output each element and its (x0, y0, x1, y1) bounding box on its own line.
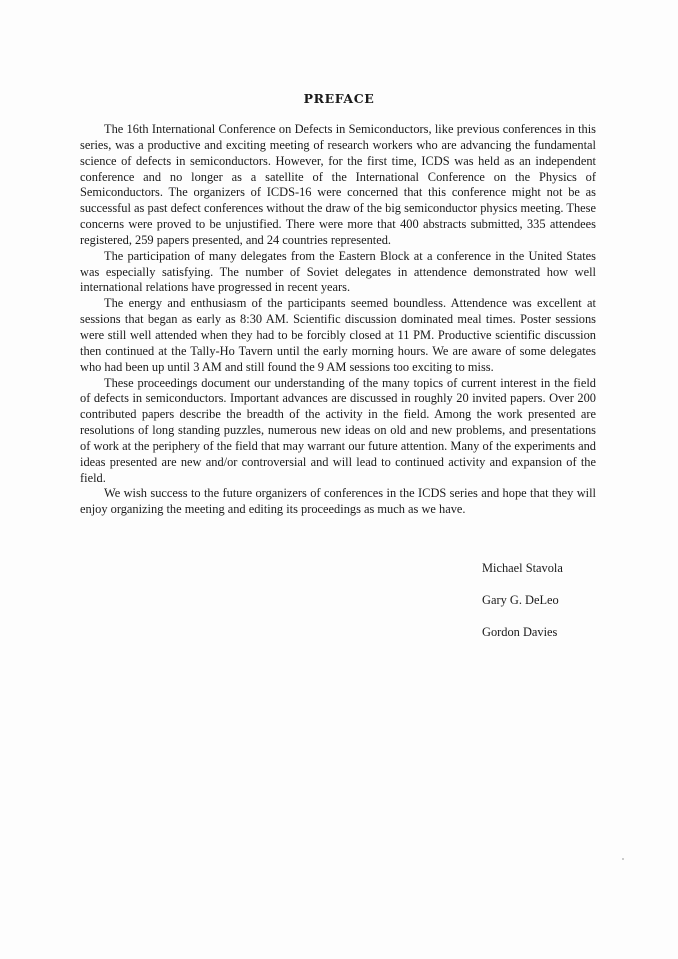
paragraph-4: These proceedings document our understanding of the many topics of current interest in the field of defects in semiconductors. Important advances are discussed in roughly 20 invited papers. Over 200 contributed papers describe the breadth of the activity in the field. Among the work presented are resolutions of long standing puzzles, numerous new ideas on old and new problems, and presentations of work at the periphery of the field that may warrant our future attention. Many of the experiments and ideas presented are new and/or controversial and will lead to continued activity and expansion of the field. (80, 375, 596, 485)
signatory-name: Gary G. DeLeo (482, 593, 559, 607)
paragraph-5: We wish success to the future organizers of conferences in the ICDS series and hope that they will enjoy organizing the meeting and editing its proceedings as much as we have. (80, 486, 596, 517)
paragraph-1: The 16th International Conference on Defects in Semiconductors, like previous conferences in this series, was a productive and exciting meeting of research workers who are advancing the fundamental science of defects in semiconductors. However, for the first time, ICDS was held as an independent conference and no longer as a satellite of the International Conference on the Physics of Semiconductors. The organizers of ICDS-16 were concerned that this conference might not be as successful as past defect conferences without the draw of the big semiconductor physics meeting. These concerns were proved to be unjustified. There were more that 400 abstracts submitted, 335 attendees registered, 259 papers presented, and 24 countries represented. (80, 122, 596, 247)
signatory-name: Michael Stavola (482, 561, 563, 575)
paragraph-2: The participation of many delegates from the Eastern Block at a conference in the United States was especially satisfying. The number of Soviet delegates in attendence demonstrated how well international relations have progressed in recent years. (80, 248, 596, 295)
signature-block (482, 560, 563, 656)
page-title: PREFACE (303, 91, 375, 106)
scan-speck (622, 858, 624, 860)
signatory-name: Gordon Davies (482, 625, 558, 639)
paragraph-3: The energy and enthusiasm of the participants seemed boundless. Attendence was excellent at sessions that began as early as 8:30 AM. Scientific discussion dominated meal times. Poster sessions were still well attended when they had to be forcibly closed at 11 PM. Productive scientific discussion then continued at the Tally-Ho Tavern until the early morning hours. We are aware of some delegates who had been up until 3 AM and still found the 9 AM sessions too exciting to miss. (80, 296, 596, 374)
preface-body (80, 122, 596, 518)
